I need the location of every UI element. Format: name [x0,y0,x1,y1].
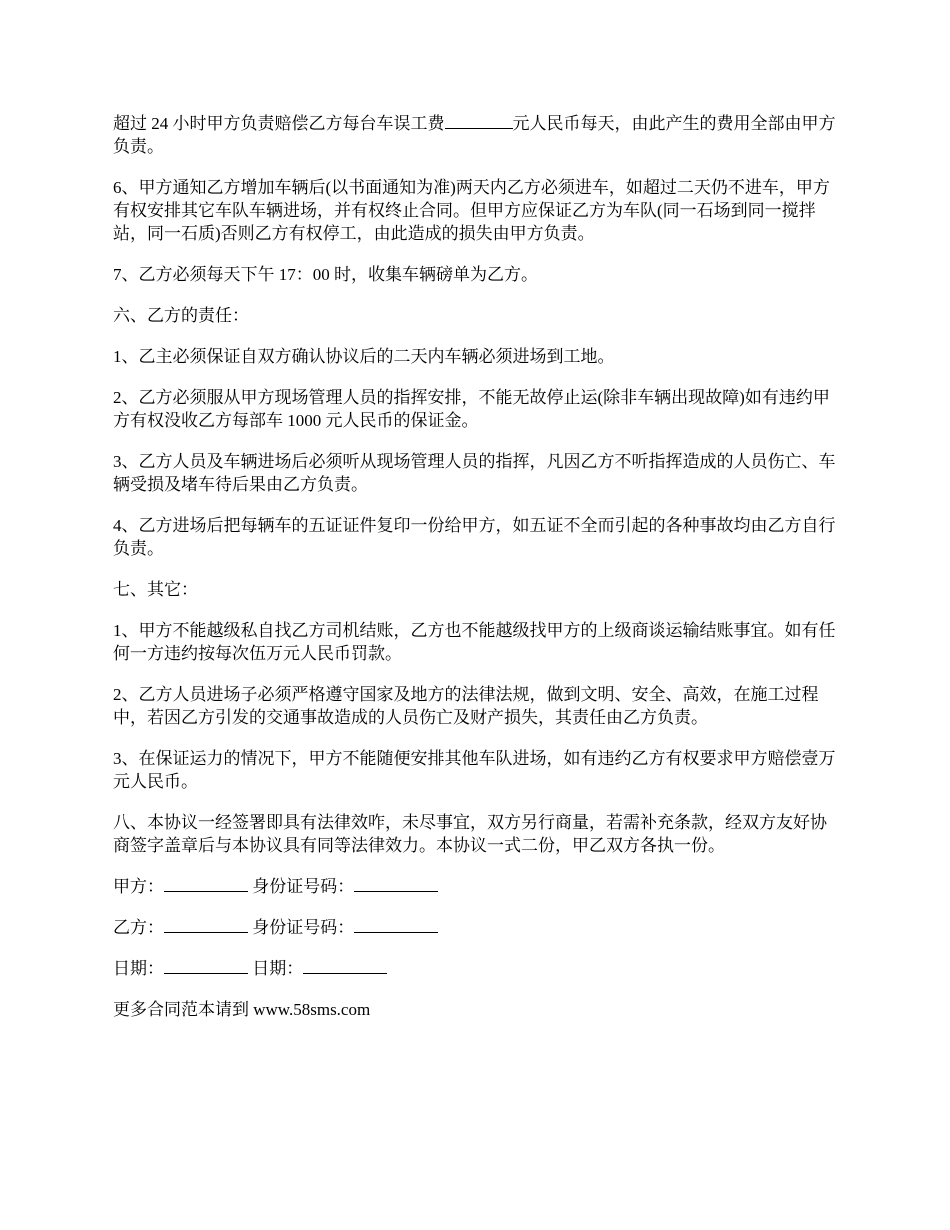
date-blank [303,957,387,974]
paragraph-b-clause-1: 1、乙主必须保证自双方确认协议后的二天内车辆必须进场到工地。 [113,347,615,366]
date-blank [164,957,248,974]
footer-link-text: 更多合同范本请到 www.58sms.com [113,1000,371,1019]
id-label: 身份证号码： [252,877,355,896]
date-label: 日期： [113,959,164,978]
paragraph-text: 超过 24 小时甲方负责赔偿乙方每台车误工费 [113,114,445,133]
paragraph-text: 元人民币每天，由此产生的费用全部由甲方负责。 [113,114,836,156]
party-b-label: 乙方： [113,918,164,937]
date-label: 日期： [252,959,304,978]
party-a-label: 甲方： [113,877,164,896]
id-label: 身份证号码： [252,918,355,937]
paragraph-delay-compensation [113,112,837,158]
party-a-blank [164,875,248,892]
party-b-blank [164,916,248,933]
section-heading-party-b-duties: 六、乙方的责任： [113,306,249,325]
paragraph-other-clause-2: 2、乙方人员进场子必须严格遵守国家及地方的法律法规，做到文明、安全、高效，在施工过程中，若因乙方引发的交通事故造成的人员伤亡及财产损失，其责任由乙方负责。 [113,685,819,727]
id-blank [354,875,438,892]
signature-row-dates [113,957,837,980]
section-heading-other: 七、其它： [113,580,198,599]
paragraph-other-clause-3: 3、在保证运力的情况下，甲方不能随便安排其他车队进场，如有违约乙方有权要求甲方赔偿壹万元人民币。 [113,749,836,791]
paragraph-b-clause-2: 2、乙方必须服从甲方现场管理人员的指挥安排，不能无故停止运(除非车辆出现故障)如有违约甲方有权没收乙方每部车 1000 元人民币的保证金。 [113,388,830,430]
paragraph-b-clause-4: 4、乙方进场后把每辆车的五证证件复印一份给甲方，如五证不全而引起的各种事故均由乙方自行负责。 [113,516,836,558]
paragraph-b-clause-3: 3、乙方人员及车辆进场后必须听从现场管理人员的指挥，凡因乙方不听指挥造成的人员伤亡、车辆受损及堵车待后果由乙方负责。 [113,452,836,494]
id-blank [354,916,438,933]
paragraph-clause-7: 7、乙方必须每天下午 17：00 时，收集车辆磅单为乙方。 [113,265,538,284]
signature-row-party-b [113,916,837,939]
paragraph-clause-6: 6、甲方通知乙方增加车辆后(以书面通知为准)两天内乙方必须进车，如超过二天仍不进车，甲方有权安排其它车队车辆进场，并有权终止合同。但甲方应保证乙方为车队(同一石场到同一搅拌站，同一石质)否则乙方有权停工，由此造成的损失由甲方负责。 [113,178,830,243]
paragraph-other-clause-1: 1、甲方不能越级私自找乙方司机结账，乙方也不能越级找甲方的上级商谈运输结账事宜。如有任何一方违约按每次伍万元人民币罚款。 [113,621,836,663]
paragraph-clause-8-effect: 八、本协议一经签署即具有法律效咋，未尽事宜，双方另行商量，若需补充条款，经双方友好协商签字盖章后与本协议具有同等法律效力。本协议一式二份，甲乙双方各执一份。 [113,813,827,855]
signature-row-party-a [113,875,837,898]
blank-fill-line [445,112,513,129]
contract-page [113,112,837,1039]
